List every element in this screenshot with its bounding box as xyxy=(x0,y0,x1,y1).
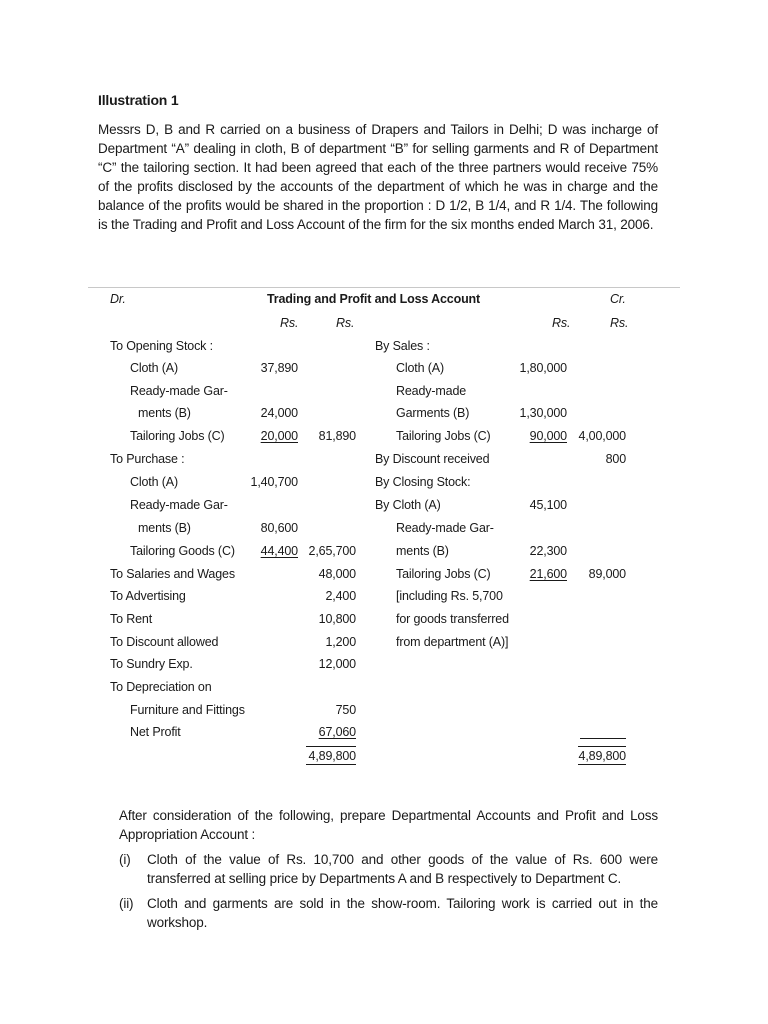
dr-advertising-amount: 2,400 xyxy=(325,589,356,603)
cr-closing-note-line1: [including Rs. 5,700 xyxy=(396,589,503,603)
dr-rent-amount: 10,800 xyxy=(318,612,356,626)
dr-rent: To Rent xyxy=(110,612,153,626)
cr-rs-col2: Rs. xyxy=(610,316,629,330)
dr-discount-allowed: To Discount allowed xyxy=(110,635,219,649)
dr-purchase-rmg-line1: Ready-made Gar- xyxy=(130,498,228,512)
intro-paragraph: Messrs D, B and R carried on a business of Drapers and Tailors in Delhi; D was incharge of Department “A” dealing in cloth, B of department “B” for selling garments and R of Department “C” the tailoring section. It had been agreed that each of the three partners would receive 75% of the profits disclosed by the accounts of the department of which he was in charge and the balance of the profits would be shared in the proportion : D 1/2, B 1/4, and R 1/4. The following is the Trading and Profit and Loss Account of the firm for the six months ended March 31, 2006. xyxy=(98,122,658,232)
dr-purchase-rmg-amount: 80,600 xyxy=(260,521,298,535)
cr-closing-cloth-amount: 45,100 xyxy=(529,498,567,512)
note-number: (i) xyxy=(119,852,131,867)
dr-rs-col2: Rs. xyxy=(336,316,355,330)
dr-label: Dr. xyxy=(110,292,126,306)
dr-rs-col1: Rs. xyxy=(280,316,299,330)
cr-sales: By Sales : xyxy=(375,339,430,353)
cr-rs-col1: Rs. xyxy=(552,316,571,330)
dr-purchase-tailoring-goods: Tailoring Goods (C) xyxy=(130,544,235,558)
cr-sales-cloth: Cloth (A) xyxy=(396,361,444,375)
cr-closing-note-line3: from department (A)] xyxy=(396,635,509,649)
cr-closing-cloth: By Cloth (A) xyxy=(375,498,441,512)
dr-salaries: To Salaries and Wages xyxy=(110,567,235,581)
dr-purchase-cloth: Cloth (A) xyxy=(130,475,178,489)
cr-discount-received: By Discount received xyxy=(375,452,490,466)
table-top-rule xyxy=(88,287,680,288)
dr-purchase: To Purchase : xyxy=(110,452,185,466)
cr-sales-rmg-line2: Garments (B) xyxy=(396,406,470,420)
dr-tailoring-jobs-amount: 20,000 xyxy=(260,429,298,443)
cr-grand-total: 4,89,800 xyxy=(578,746,626,765)
dr-sundry-amount: 12,000 xyxy=(318,657,356,671)
dr-depreciation-amount: 750 xyxy=(335,703,356,717)
cr-closing-tailoring-jobs: Tailoring Jobs (C) xyxy=(396,567,491,581)
cr-sales-total: 4,00,000 xyxy=(578,429,626,443)
dr-cloth-a-amount: 37,890 xyxy=(260,361,298,375)
cr-sales-rmg-line1: Ready-made xyxy=(396,384,467,398)
dr-purchase-total: 2,65,700 xyxy=(308,544,356,558)
dr-depreciation-line1: To Depreciation on xyxy=(110,680,212,694)
cr-label: Cr. xyxy=(610,292,626,306)
cr-sales-tailoring-jobs-amount: 90,000 xyxy=(529,429,567,443)
cr-closing-rmg-line2: ments (B) xyxy=(396,544,449,558)
dr-rmg-line2: ments (B) xyxy=(138,406,191,420)
cr-closing-rmg-line1: Ready-made Gar- xyxy=(396,521,494,535)
dr-depreciation-line2: Furniture and Fittings xyxy=(130,703,245,717)
cr-sales-cloth-amount: 1,80,000 xyxy=(519,361,567,375)
dr-opening-total: 81,890 xyxy=(318,429,356,443)
dr-grand-total: 4,89,800 xyxy=(306,746,356,765)
note-text: Cloth and garments are sold in the show-room. Tailoring work is carried out in the workshop. xyxy=(147,896,658,930)
dr-purchase-tailoring-goods-amount: 44,400 xyxy=(260,544,298,558)
dr-salaries-amount: 48,000 xyxy=(318,567,356,581)
instructions-paragraph: After consideration of the following, prepare Departmental Accounts and Profit and Loss Appropriation Account : xyxy=(119,808,658,842)
note-number: (ii) xyxy=(119,896,134,911)
note-text: Cloth of the value of Rs. 10,700 and other goods of the value of Rs. 600 were transferred at selling price by Departments A and B respectively to Department C. xyxy=(147,852,658,886)
dr-net-profit: Net Profit xyxy=(130,725,181,739)
dr-cloth-a: Cloth (A) xyxy=(130,361,178,375)
dr-rmg-line1: Ready-made Gar- xyxy=(130,384,228,398)
dr-rmg-amount: 24,000 xyxy=(260,406,298,420)
dr-purchase-rmg-line2: ments (B) xyxy=(138,521,191,535)
dr-purchase-cloth-amount: 1,40,700 xyxy=(250,475,298,489)
cr-discount-received-amount: 800 xyxy=(605,452,626,466)
cr-closing-note-line2: for goods transferred xyxy=(396,612,509,626)
cr-subtotal-rule xyxy=(580,738,626,739)
dr-discount-allowed-amount: 1,200 xyxy=(325,635,356,649)
dr-tailoring-jobs: Tailoring Jobs (C) xyxy=(130,429,225,443)
dr-sundry: To Sundry Exp. xyxy=(110,657,193,671)
cr-sales-tailoring-jobs: Tailoring Jobs (C) xyxy=(396,429,491,443)
illustration-heading: Illustration 1 xyxy=(98,92,179,108)
cr-closing-rmg-amount: 22,300 xyxy=(529,544,567,558)
cr-closing-tailoring-jobs-amount: 21,600 xyxy=(529,567,567,581)
cr-sales-rmg-amount: 1,30,000 xyxy=(519,406,567,420)
cr-closing-total: 89,000 xyxy=(588,567,626,581)
dr-opening-stock: To Opening Stock : xyxy=(110,339,213,353)
dr-advertising: To Advertising xyxy=(110,589,186,603)
dr-net-profit-amount: 67,060 xyxy=(318,725,356,739)
cr-closing-stock: By Closing Stock: xyxy=(375,475,471,489)
account-title: Trading and Profit and Loss Account xyxy=(267,292,481,306)
